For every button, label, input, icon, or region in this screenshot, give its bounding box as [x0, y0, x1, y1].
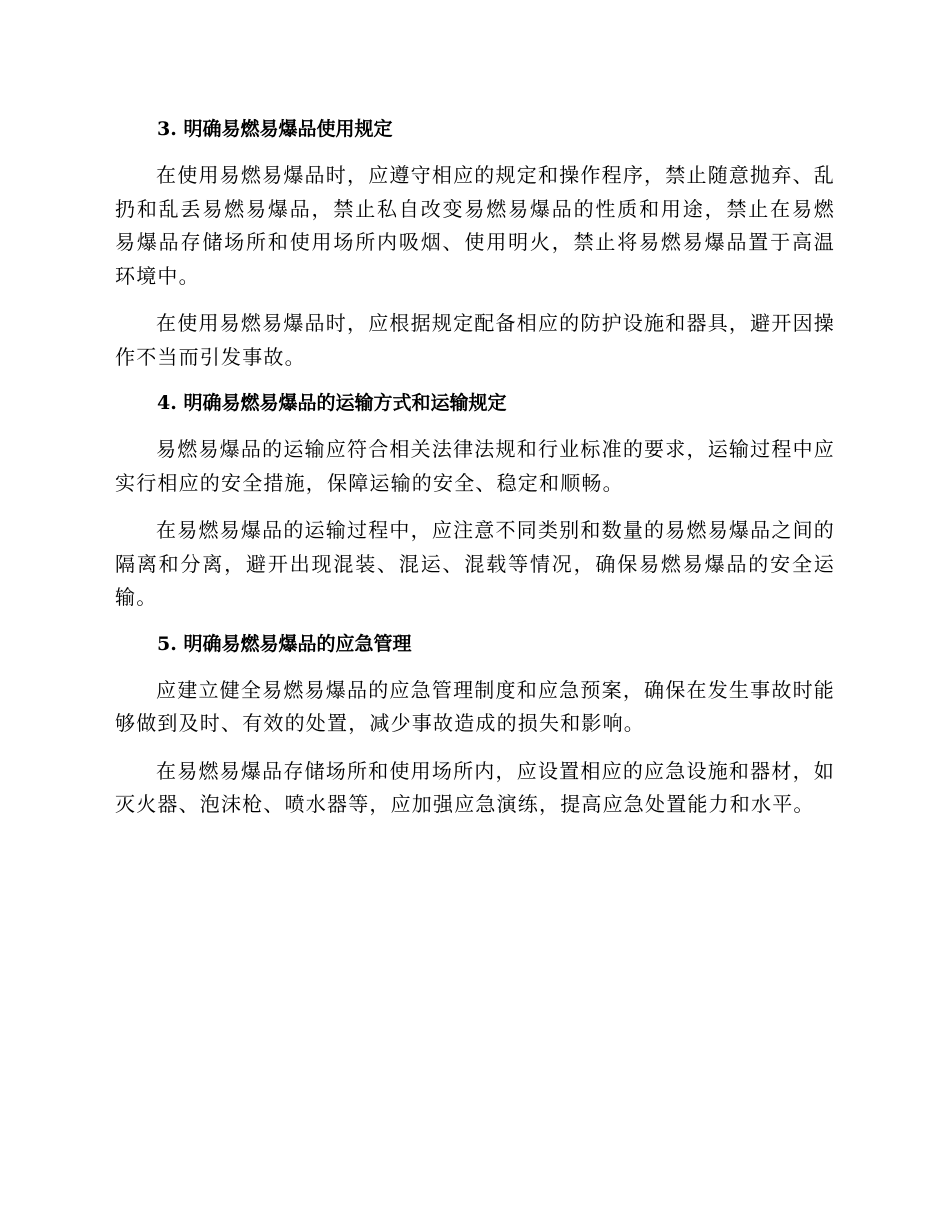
section-5-paragraph-1: 应建立健全易燃易爆品的应急管理制度和应急预案，确保在发生事故时能够做到及时、有效的处置，减少事故造成的损失和影响。: [115, 677, 835, 735]
section-4-paragraph-2: 在易燃易爆品的运输过程中，应注意不同类别和数量的易燃易爆品之间的隔离和分离，避开出现混装、混运、混载等情况，确保易燃易爆品的安全运输。: [115, 518, 835, 609]
section-5-heading: 5. 明确易燃易爆品的应急管理: [157, 632, 412, 655]
section-3-paragraph-2: 在使用易燃易爆品时，应根据规定配备相应的防护设施和器具，避开因操作不当而引发事故。: [115, 311, 835, 369]
section-5-paragraph-2: 在易燃易爆品存储场所和使用场所内，应设置相应的应急设施和器材，如灭火器、泡沫枪、喷水器等，应加强应急演练，提高应急处置能力和水平。: [115, 758, 835, 816]
section-4-heading: 4. 明确易燃易爆品的运输方式和运输规定: [157, 392, 507, 414]
section-4-paragraph-1: 易燃易爆品的运输应符合相关法律法规和行业标准的要求，运输过程中应实行相应的安全措施，保障运输的安全、稳定和顺畅。: [115, 437, 835, 495]
section-3-heading: 3. 明确易燃易爆品使用规定: [157, 118, 393, 140]
section-3-paragraph-1: 在使用易燃易爆品时，应遵守相应的规定和操作程序，禁止随意抛弃、乱扔和乱丢易燃易爆品，禁止私自改变易燃易爆品的性质和用途，禁止在易燃易爆品存储场所和使用场所内吸烟、使用明火，禁止将易燃易爆品置于高温环境中。: [115, 163, 835, 288]
